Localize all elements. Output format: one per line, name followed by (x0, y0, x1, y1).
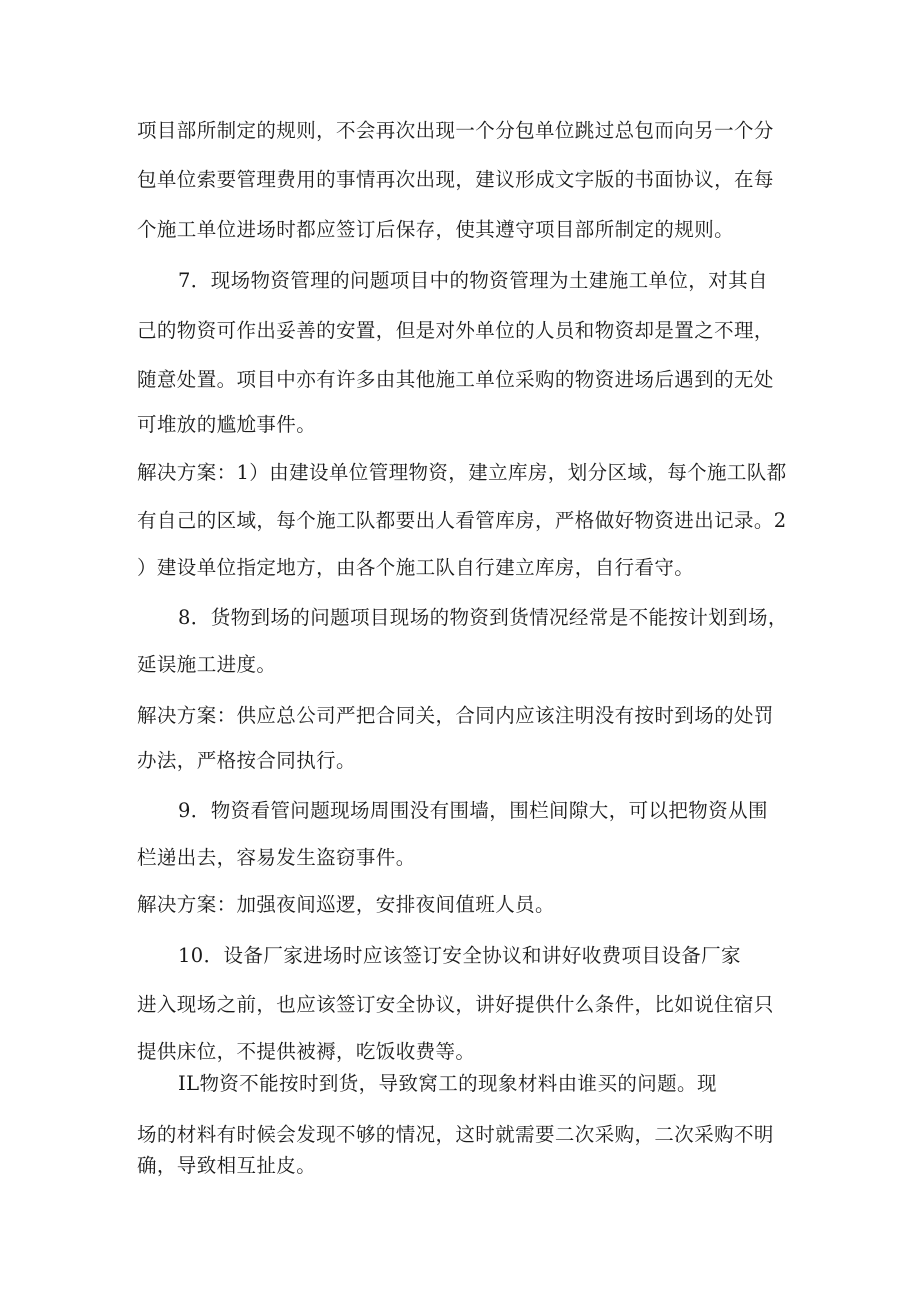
text-line: ）建设单位指定地方，由各个施工队自行建立库房，自行看守。 (137, 556, 695, 579)
text-line: 进入现场之前，也应该签订安全协议，讲好提供什么条件，比如说住宿只 (137, 993, 774, 1016)
text-line: 9．物资看管问题现场周围没有围墙，围栏间隙大，可以把物资从围 (178, 799, 768, 822)
text-line: 项目部所制定的规则，不会再次出现一个分包单位跳过总包而向另一个分 (137, 119, 774, 142)
text-line: 随意处置。项目中亦有许多由其他施工单位采购的物资进场后遇到的无处 (137, 368, 774, 391)
text-line: 延误施工进度。 (137, 653, 277, 676)
text-line: 提供床位，不提供被褥，吃饭收费等。 (137, 1040, 476, 1063)
text-line: 8．货物到场的问题项目现场的物资到货情况经常是不能按计划到场， (178, 606, 788, 629)
text-line: 个施工单位进场时都应签订后保存，使其遵守项目部所制定的规则。 (137, 218, 735, 241)
text-line: 可堆放的尴尬事件。 (137, 413, 317, 436)
text-line: 己的物资可作出妥善的安置，但是对外单位的人员和物资却是置之不理， (137, 319, 774, 342)
text-line: IL物资不能按时到货，导致窝工的现象材料由谁买的问题。现 (178, 1072, 717, 1095)
text-line: 栏递出去，容易发生盗窃事件。 (137, 846, 416, 869)
text-line: 有自己的区域，每个施工队都要出人看管库房，严格做好物资进出记录。2 (137, 509, 787, 532)
text-line: 10．设备厂家进场时应该签订安全协议和讲好收费项目设备厂家 (178, 944, 741, 967)
text-line: 解决方案：1）由建设单位管理物资，建立库房，划分区域，每个施工队都 (137, 461, 787, 484)
text-line: 确，导致相互扯皮。 (137, 1154, 317, 1177)
text-line: 解决方案：供应总公司严把合同关，合同内应该注明没有按时到场的处罚 (137, 704, 774, 727)
text-line: 场的材料有时候会发现不够的情况，这时就需要二次采购，二次采购不明 (137, 1123, 774, 1146)
text-line: 7．现场物资管理的问题项目中的物资管理为土建施工单位，对其自 (178, 269, 768, 292)
text-line: 办法，严格按合同执行。 (137, 749, 356, 772)
text-line: 解决方案：加强夜间巡逻，安排夜间值班人员。 (137, 893, 555, 916)
text-line: 包单位索要管理费用的事情再次出现，建议形成文字版的书面协议，在每 (137, 168, 774, 191)
